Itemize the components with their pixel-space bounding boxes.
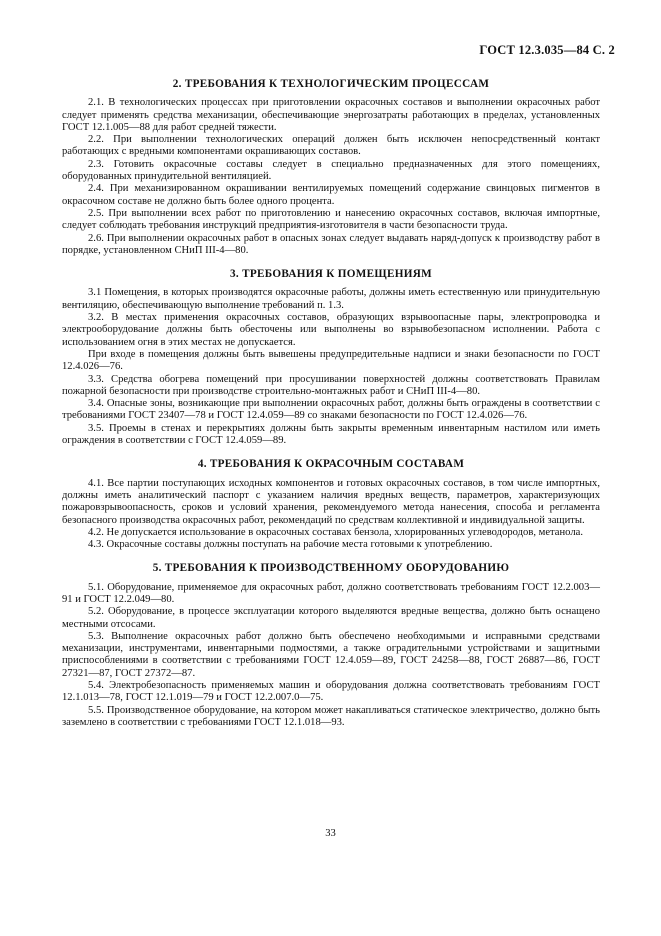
page-number: 33 [325, 828, 336, 839]
paragraph: 2.6. При выполнении окрасочных работ в опасных зонах следует выдавать наряд-допуск к производству работ в порядке, установленном СНиП III-4—80. [62, 232, 600, 256]
paragraph: 4.1. Все партии поступающих исходных компонентов и готовых окрасочных составов, в том числе импортных, должны иметь аналитический паспорт с указанием наличия вредных веществ, параметров, характеризующих пожаровзрывоопасность, сроков и условий хранения, рекомендуемого метода нанесения, способа и регламента безопасного производства окрасочных работ, рекомендаций по средствам коллективной и индивидуальной защиты. [62, 477, 600, 526]
paragraph: 5.1. Оборудование, применяемое для окрасочных работ, должно соответствовать требованиям ГОСТ 12.2.003—91 и ГОСТ 12.2.049—80. [62, 581, 600, 605]
section-title: 3. ТРЕБОВАНИЯ К ПОМЕЩЕНИЯМ [229, 268, 432, 281]
paragraph: 5.4. Электробезопасность применяемых машин и оборудования должна соответствовать требованиям ГОСТ 12.1.013—78, ГОСТ 12.1.019—79 и ГОСТ 12.2.007.0—75. [62, 680, 600, 704]
section-5 [62, 562, 600, 729]
paragraph: 3.1 Помещения, в которых производятся окрасочные работы, должны иметь естественную или принудительную вентиляцию, обеспечивающую выполнение требований п. 1.3. [62, 287, 600, 311]
paragraph: 2.4. При механизированном окрашивании вентилируемых помещений содержание свинцовых пигментов в окрасочном составе не должно быть более одного процента. [62, 183, 600, 207]
document-body [62, 78, 600, 740]
paragraph: 2.1. В технологических процессах при приготовлении окрасочных составов и выполнении окрасочных работ следует применять средства механизации, обеспечивающие энергозатраты работающих в пределах, установленных ГОСТ 12.1.005—88 для работ средней тяжести. [62, 97, 600, 133]
section-title: 5. ТРЕБОВАНИЯ К ПРОИЗВОДСТВЕННОМУ ОБОРУДОВАНИЮ [152, 562, 510, 575]
paragraph: 3.4. Опасные зоны, возникающие при выполнении окрасочных работ, должны быть ограждены в соответствии с требованиями ГОСТ 23407—78 и ГОСТ 12.4.059—89 со знаками безопасности по ГОСТ 12.4.026—76. [62, 398, 600, 422]
page-header: ГОСТ 12.3.035—84 С. 2 [479, 43, 615, 57]
paragraph: 5.2. Оборудование, в процессе эксплуатации которого выделяются вредные вещества, должно быть оснащено местными отсосами. [62, 606, 600, 630]
paragraph: 5.3. Выполнение окрасочных работ должно быть обеспечено необходимыми и исправными средствами механизации, инструментами, инвентарными подмостями, а также оградительными устройствами и защитными приспособлениями в соответствии с требованиями ГОСТ 12.4.059—89, ГОСТ 24258—88, ГОСТ 26887—86, ГОСТ 27321—87, ГОСТ 27372—87. [62, 630, 600, 679]
section-title: 2. ТРЕБОВАНИЯ К ТЕХНОЛОГИЧЕСКИМ ПРОЦЕССАМ [172, 78, 490, 90]
paragraph: 3.3. Средства обогрева помещений при просушивании поверхностей должны соответствовать Правилам пожарной безопасности при производстве строительно-монтажных работ и СНиП III-4—80. [62, 373, 600, 397]
section-title: 4. ТРЕБОВАНИЯ К ОКРАСОЧНЫМ СОСТАВАМ [197, 458, 465, 471]
paragraph: 5.5. Производственное оборудование, на котором может накапливаться статическое электричество, должно быть заземлено в соответствии с требованиями ГОСТ 12.1.018—93. [62, 704, 600, 728]
paragraph: 2.5. При выполнении всех работ по приготовлению и нанесению окрасочных составов, включая импортные, следует соблюдать требования инструкций предприятия-изготовителя в части безопасности труда. [62, 207, 600, 232]
paragraph: 4.2. Не допускается использование в окрасочных составах бензола, хлорированных углеводородов, метанола. [88, 526, 583, 538]
section-4 [62, 458, 600, 551]
paragraph: 3.5. Проемы в стенах и перекрытиях должны быть закрыты временным инвентарным настилом или иметь ограждения в соответствии с ГОСТ 12.4.059—89. [62, 422, 600, 447]
paragraph: 2.3. Готовить окрасочные составы следует в специально предназначенных для этого помещениях, оборудованных принудительной вентиляцией. [62, 158, 600, 183]
paragraph: При входе в помещения должны быть вывешены предупредительные надписи и знаки безопасности по ГОСТ 12.4.026—76. [62, 348, 600, 373]
paragraph: 3.2. В местах применения окрасочных составов, образующих взрывоопасные пары, электропроводка и электрооборудование должны быть обесточены или выполнены во взрывобезопасном исполнении. Работа с использованием огня в этих местах не допускается. [62, 312, 600, 348]
paragraph: 2.2. При выполнении технологических операций должен быть исключен непосредственный контакт работающих с вредными компонентами окрашивающих составов. [62, 134, 600, 158]
paragraph: 4.3. Окрасочные составы должны поступать на рабочие места готовыми к употреблению. [88, 539, 493, 551]
section-2 [62, 78, 600, 257]
section-3 [62, 268, 600, 447]
